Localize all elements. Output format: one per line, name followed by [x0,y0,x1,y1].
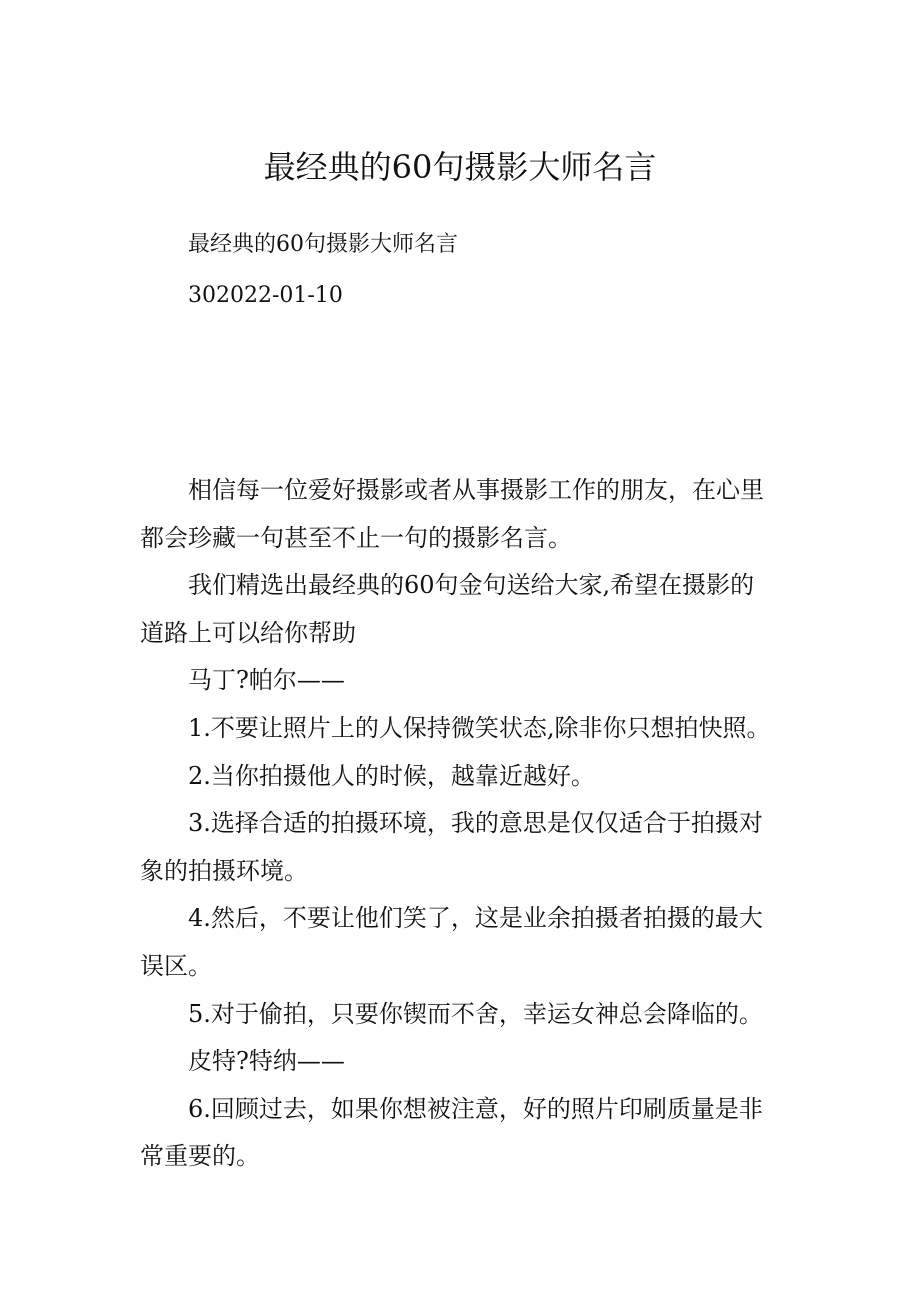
paragraph [140,660,800,708]
paragraph-line: 2.当你拍摄他人的时候，越靠近越好。 [188,761,595,790]
paragraph [140,565,800,660]
paragraph-line: 我们精选出最经典的60句金句送给大家,希望在摄影的 [188,571,755,600]
paragraph-line: 马丁?帕尔—— [188,666,345,695]
paragraph [140,708,800,756]
paragraph-line: 4.然后，不要让他们笑了，这是业余拍摄者拍摄的最大 [188,904,763,933]
paragraph-line: 道路上可以给你帮助 [140,618,356,647]
paragraph [140,803,800,898]
paragraph [140,1089,800,1184]
document-date: 302022-01-10 [188,283,343,308]
paragraph-line: 6.回顾过去，如果你想被注意，好的照片印刷质量是非 [188,1094,763,1123]
paragraph [140,756,800,804]
document-body [140,470,800,1184]
paragraph [140,898,800,993]
paragraph-line: 都会珍藏一句甚至不止一句的摄影名言。 [140,523,572,552]
paragraph-line: 相信每一位爱好摄影或者从事摄影工作的朋友，在心里 [188,476,764,504]
paragraph-line: 3.选择合适的拍摄环境，我的意思是仅仅适合于拍摄对 [188,809,763,838]
paragraph-line: 1.不要让照片上的人保持微笑状态,除非你只想拍快照。 [188,713,771,742]
paragraph [140,470,800,565]
paragraph [140,994,800,1042]
paragraph-line: 常重要的。 [140,1142,260,1171]
document-title: 最经典的60句摄影大师名言 [263,148,657,186]
paragraph-line: 象的拍摄环境。 [140,856,308,885]
paragraph-line: 误区。 [140,951,212,980]
paragraph-line: 皮特?特纳—— [188,1047,345,1076]
paragraph [140,1041,800,1089]
paragraph-line: 5.对于偷拍，只要你锲而不舍，幸运女神总会降临的。 [188,999,763,1028]
document-subtitle: 最经典的60句摄影大师名言 [188,232,458,257]
